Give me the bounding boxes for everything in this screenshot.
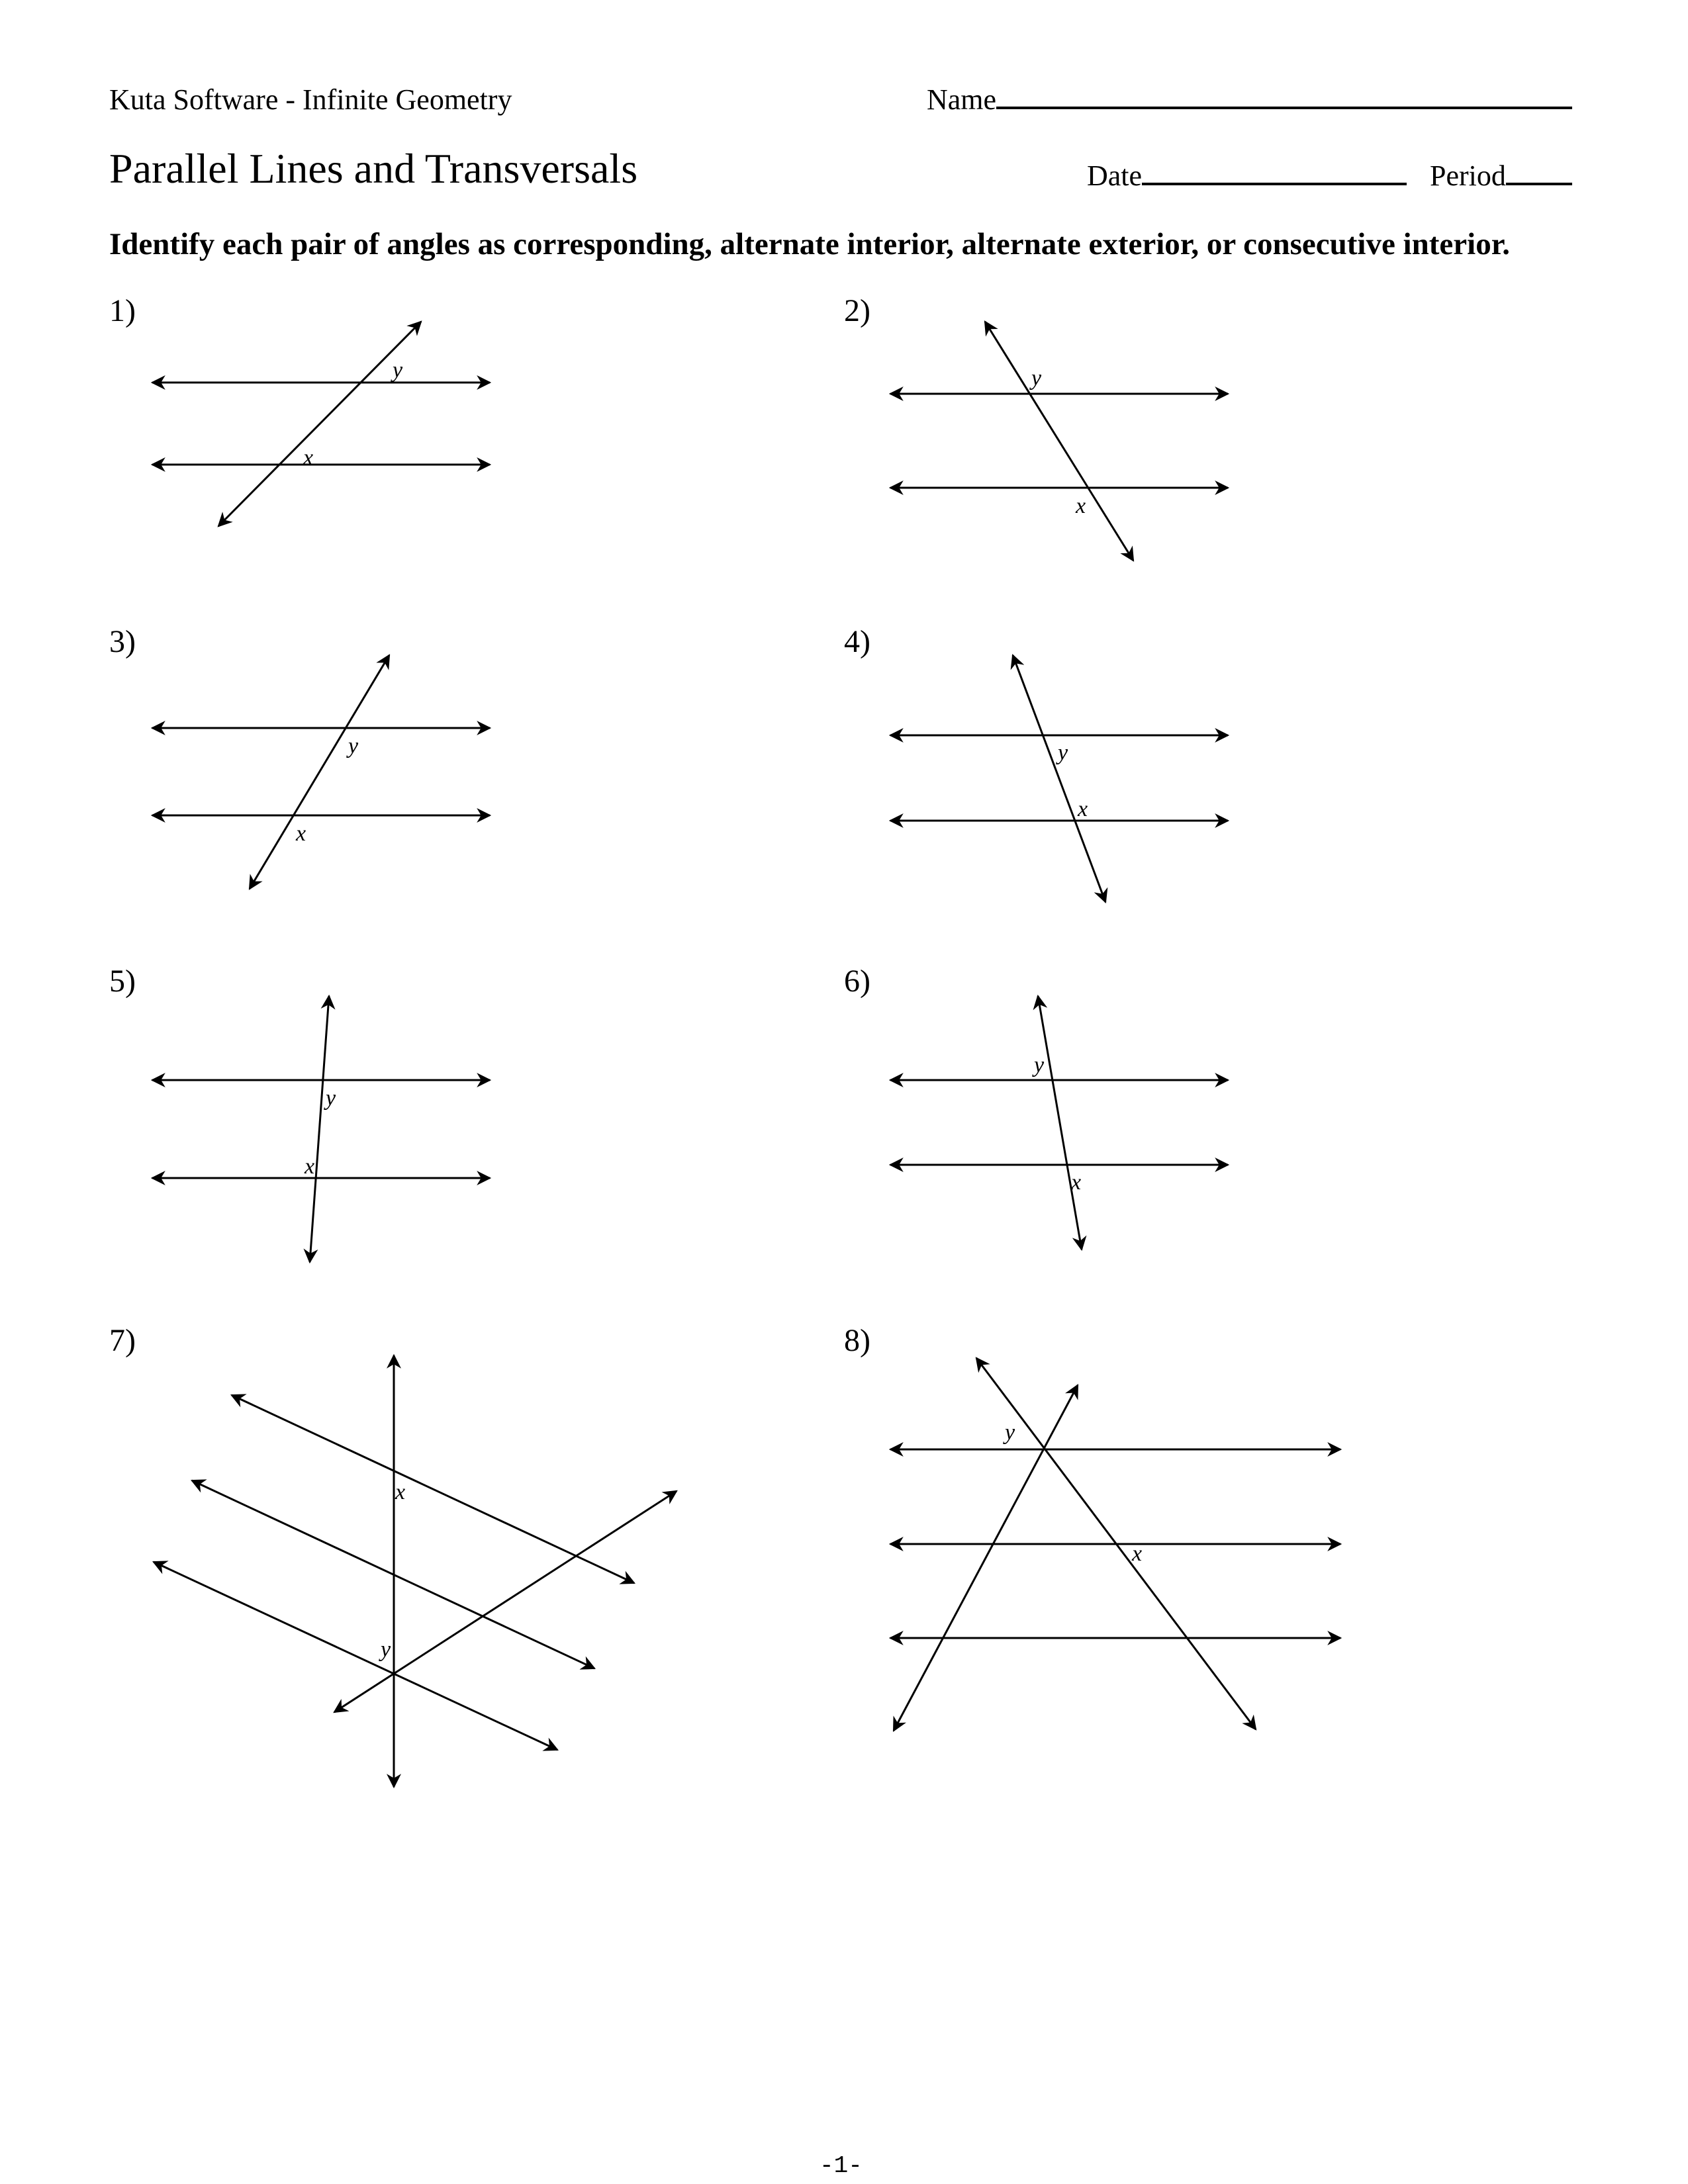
problem-8-label-y: y <box>1005 1420 1015 1445</box>
parallel-line <box>154 1562 557 1750</box>
problem-6-number: 6) <box>844 964 870 999</box>
figure-7 <box>154 1355 677 1787</box>
transversal-line <box>250 655 389 889</box>
problem-7-number: 7) <box>109 1323 136 1358</box>
problem-1-label-y: y <box>393 358 403 383</box>
transversal-line <box>1038 996 1082 1250</box>
problem-4-label-x: x <box>1078 797 1088 821</box>
parallel-line <box>232 1395 634 1583</box>
problem-2-number: 2) <box>844 293 870 328</box>
transversal-line <box>334 1491 677 1712</box>
instructions: Identify each pair of angles as corresponding, alternate interior, alternate exterior, or consecutive interior. <box>109 227 1510 261</box>
problem-5-label-y: y <box>326 1086 336 1111</box>
period-label: Period <box>1430 159 1506 192</box>
problem-4-label-y: y <box>1058 741 1068 765</box>
name-label: Name <box>927 83 997 116</box>
page-title: Parallel Lines and Transversals <box>109 145 638 192</box>
figure-4 <box>890 655 1228 902</box>
figure-2 <box>890 322 1228 561</box>
problem-8-label-x: x <box>1132 1541 1143 1566</box>
publisher: Kuta Software - Infinite Geometry <box>109 83 512 116</box>
figure-8 <box>890 1358 1340 1731</box>
problem-6-label-y: y <box>1034 1053 1045 1077</box>
problem-8-number: 8) <box>844 1323 870 1358</box>
figure-6 <box>890 996 1228 1250</box>
problem-4-number: 4) <box>844 624 870 659</box>
figure-1 <box>152 322 490 526</box>
figure-3 <box>152 655 490 889</box>
page-number: -1- <box>820 2152 863 2179</box>
problem-6-label-x: x <box>1071 1170 1082 1195</box>
transversal-line <box>218 322 421 526</box>
transversal-line <box>985 322 1133 561</box>
problem-2-label-x: x <box>1076 494 1086 518</box>
problem-3-label-y: y <box>348 734 359 758</box>
problem-1-label-x: x <box>303 445 314 470</box>
problem-2-label-y: y <box>1031 366 1042 390</box>
transversal-line <box>310 996 329 1262</box>
problem-5-label-x: x <box>305 1154 315 1179</box>
date-label: Date <box>1087 159 1143 192</box>
problem-3-number: 3) <box>109 624 136 659</box>
transversal-line <box>1013 655 1105 902</box>
problem-3-label-x: x <box>296 821 306 846</box>
problem-7-label-x: x <box>395 1480 406 1504</box>
figure-5 <box>152 996 490 1262</box>
problem-1-number: 1) <box>109 293 136 328</box>
problem-5-number: 5) <box>109 964 136 999</box>
transversal-line <box>894 1385 1078 1731</box>
problem-7-label-y: y <box>381 1637 391 1662</box>
